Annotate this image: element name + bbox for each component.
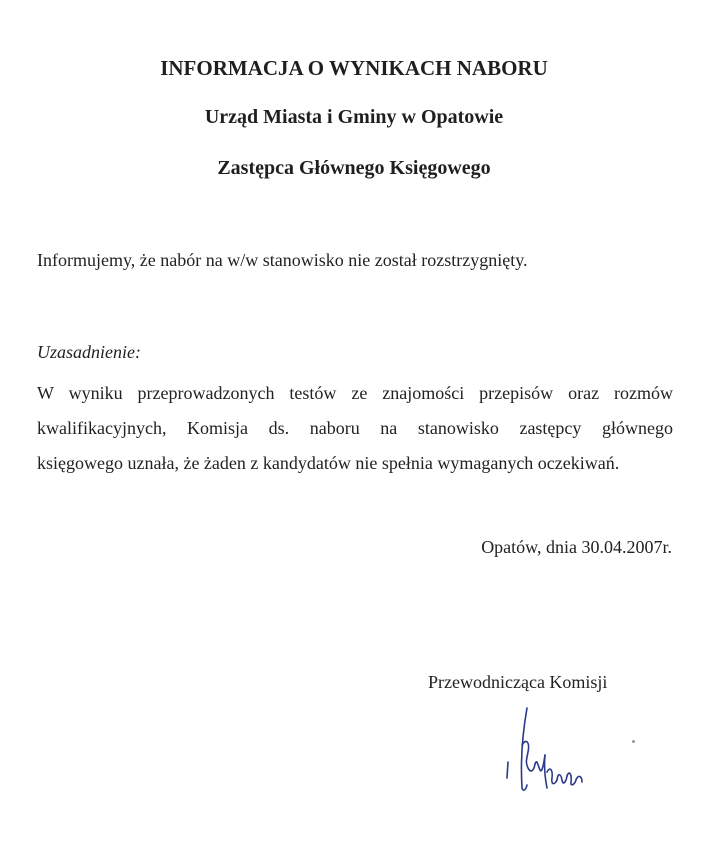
position-name: Zastępca Głównego Księgowego [217, 157, 491, 179]
handwritten-signature [500, 700, 600, 805]
justification-line: kwalifikacyjnych, Komisja ds. naboru na stanowisko zastępcy głównego [37, 418, 673, 438]
justification-label: Uzasadnienie: [37, 342, 141, 362]
office-name: Urząd Miasta i Gminy w Opatowie [204, 106, 504, 128]
justification-line: księgowego uznała, że żaden z kandydatów nie spełnia wymaganych oczekiwań. [37, 453, 620, 473]
justification-line: W wyniku przeprowadzonych testów ze znajomości przepisów oraz rozmów [37, 383, 673, 403]
document-title: INFORMACJA O WYNIKACH NABORU [160, 56, 548, 80]
result-statement: Informujemy, że nabór na w/w stanowisko nie został rozstrzygnięty. [37, 250, 528, 270]
signatory-title: Przewodnicząca Komisji [428, 672, 608, 692]
document-date: Opatów, dnia 30.04.2007r. [481, 537, 672, 557]
scan-speck [632, 740, 635, 743]
